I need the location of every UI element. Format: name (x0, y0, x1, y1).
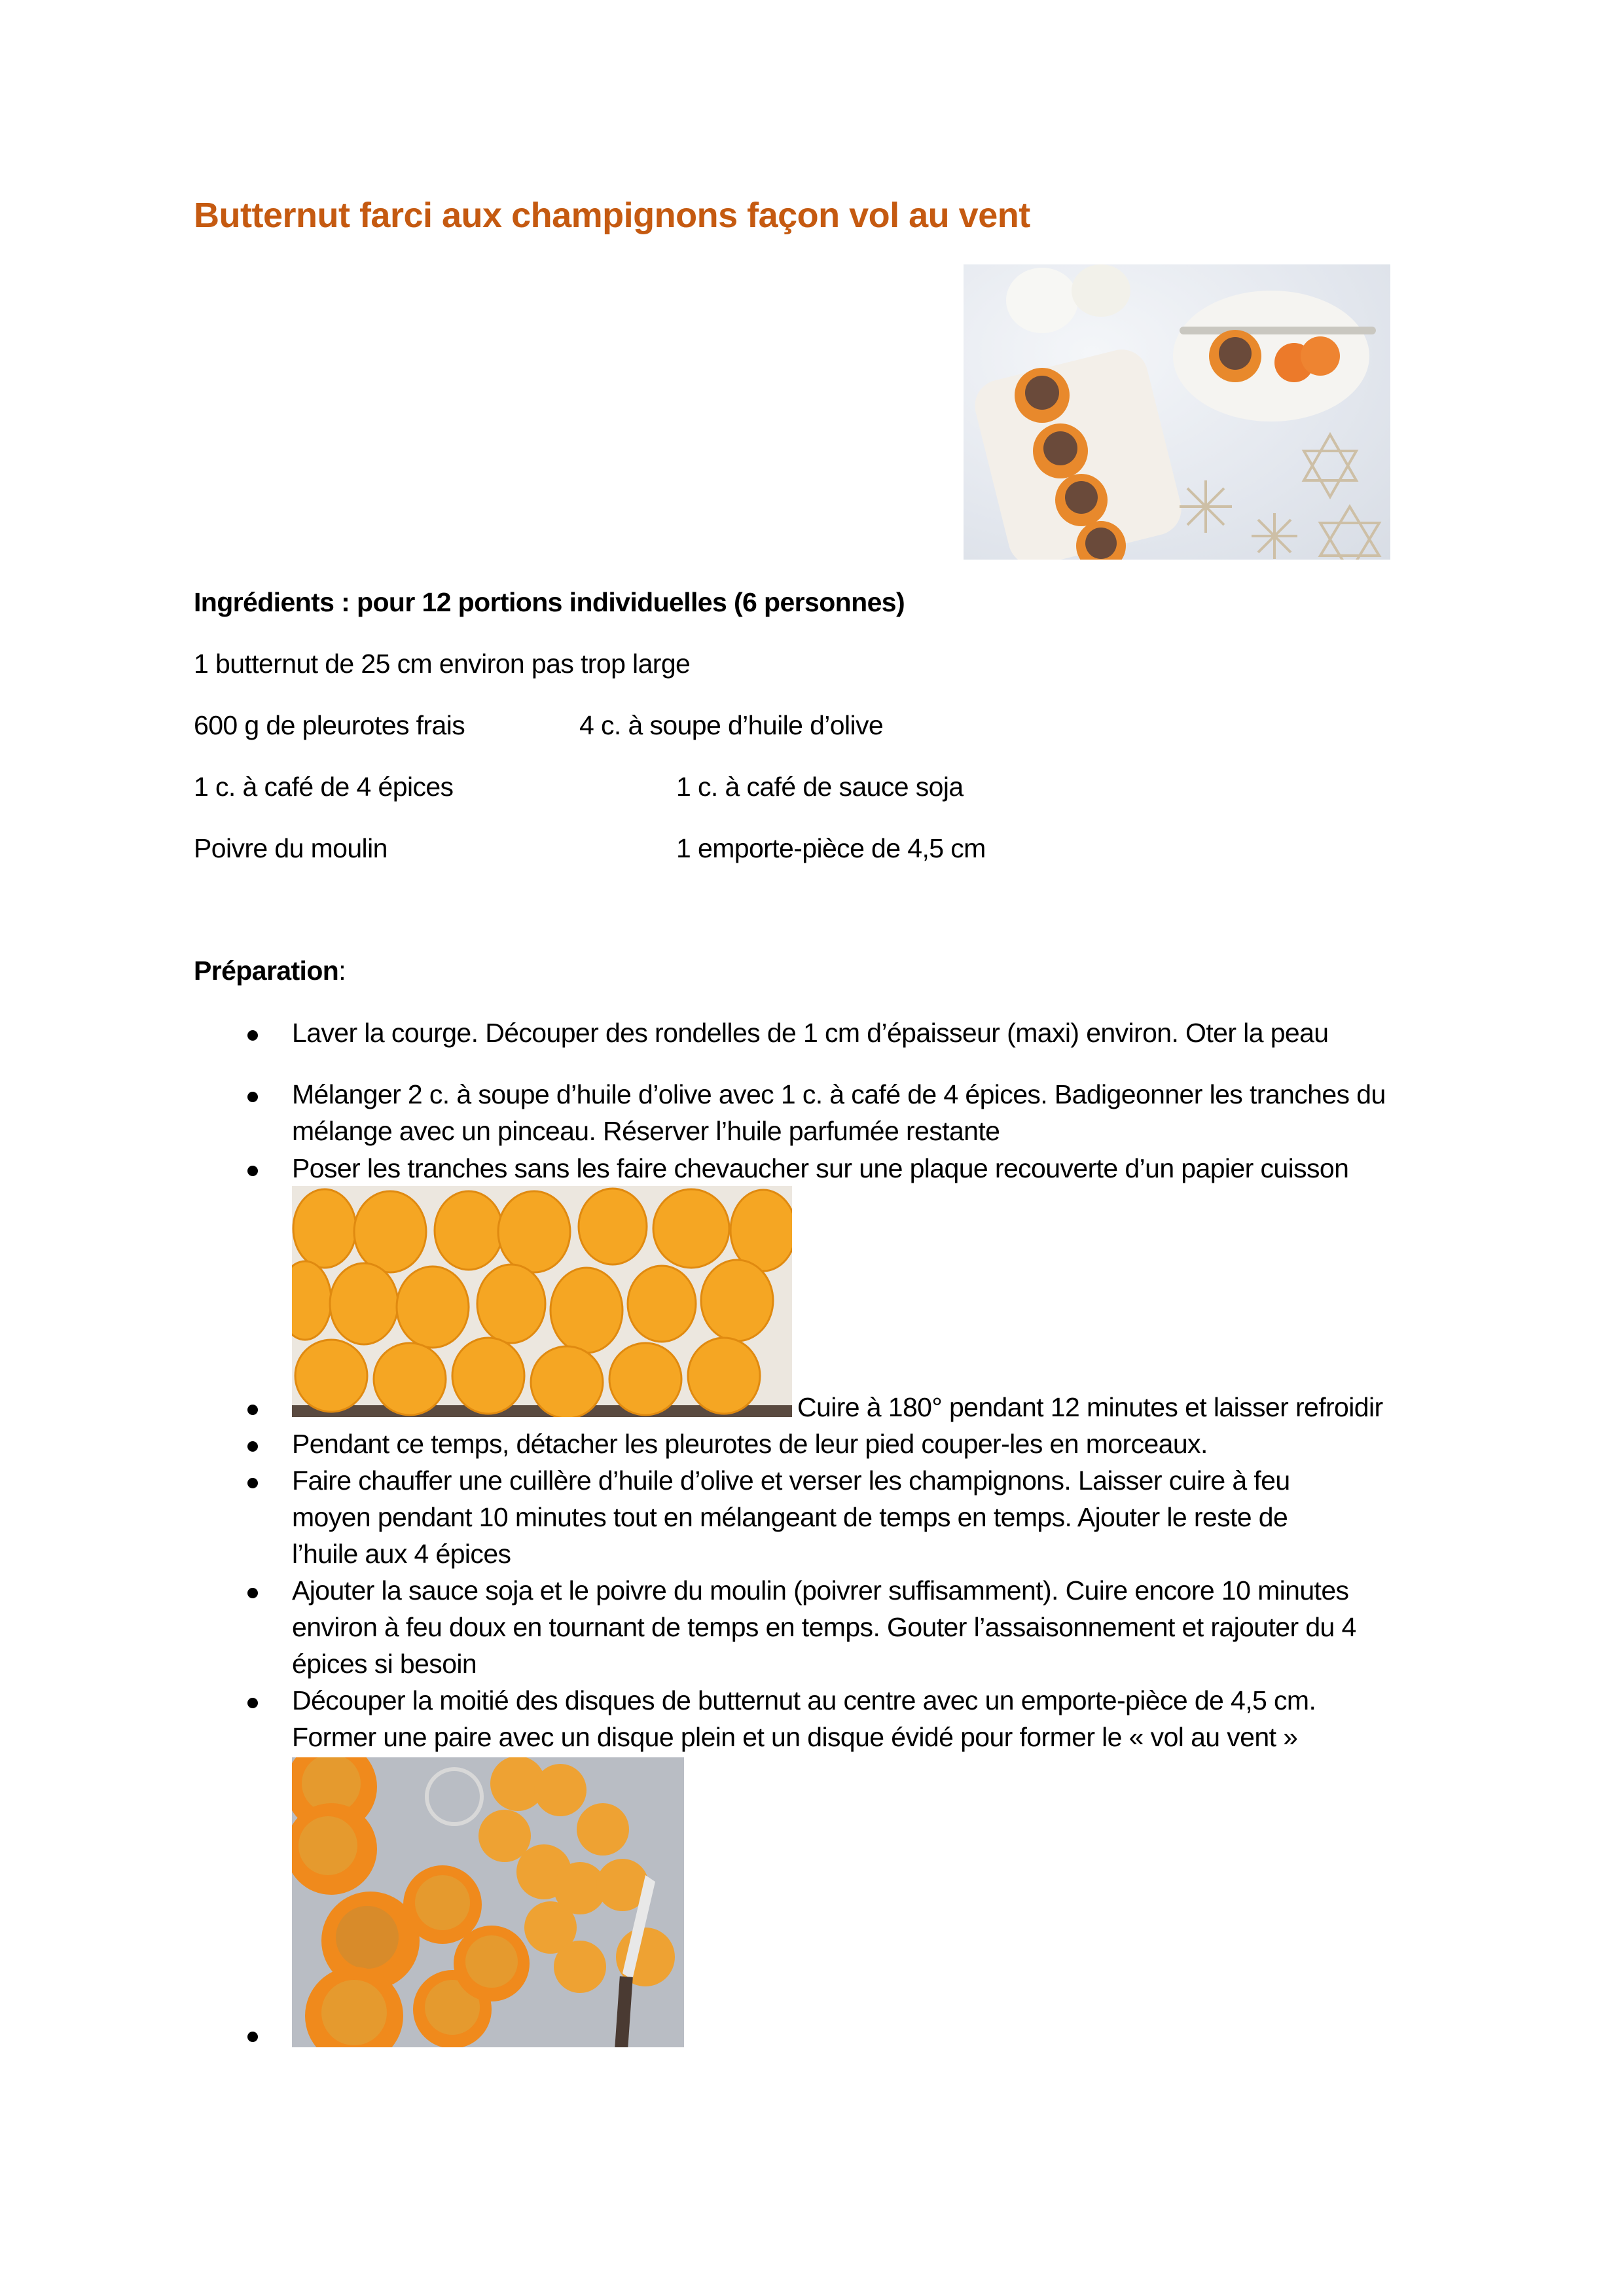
bullet-icon (247, 1588, 258, 1598)
step-line: environ à feu doux en tournant de temps en temps. Gouter l’assaisonnement et rajouter du 4 (292, 1612, 1356, 1642)
bullet-icon (247, 1166, 258, 1176)
ornament-ball (1006, 268, 1078, 333)
step-line: Découper la moitié des disques de butternut au centre avec un emporte-pièce de 4,5 cm. (292, 1685, 1316, 1715)
step-line: Pendant ce temps, détacher les pleurotes de leur pied couper-les en morceaux. (292, 1429, 1208, 1459)
ingredient-item: 1 c. à café de 4 épices (194, 772, 454, 802)
star-ornaments (1180, 435, 1379, 560)
preparation-header (194, 952, 346, 989)
step-line: Mélanger 2 c. à soupe d’huile d’olive avec 1 c. à café de 4 épices. Badigeonner les tranches du (292, 1079, 1386, 1109)
ingredient-item: 1 butternut de 25 cm environ pas trop large (194, 649, 691, 679)
preparation-label: Préparation (194, 956, 339, 986)
step-line: Ajouter la sauce soja et le poivre du moulin (poivrer suffisamment). Cuire encore 10 minutes (292, 1575, 1349, 1605)
step-line: épices si besoin (292, 1649, 477, 1679)
ingredient-item: 600 g de pleurotes frais (194, 710, 465, 740)
recipe-title: Butternut farci aux champignons façon vol au vent (194, 196, 1030, 235)
ingredient-item: Poivre du moulin (194, 833, 388, 863)
knife (1180, 327, 1376, 334)
step-line: Poser les tranches sans les faire chevaucher sur une plaque recouverte d’un papier cuisson (292, 1153, 1349, 1183)
step-line: moyen pendant 10 minutes tout en mélangeant de temps en temps. Ajouter le reste de (292, 1502, 1288, 1532)
baking-tray-illustration (292, 1186, 792, 1417)
ingredient-item: 1 c. à café de sauce soja (676, 772, 964, 802)
bullet-icon (247, 1441, 258, 1452)
bullet-icon (247, 1030, 258, 1041)
ingredient-item: 4 c. à soupe d’huile d’olive (579, 710, 884, 740)
cut-discs-illustration (292, 1757, 684, 2047)
baking-tray-slices-photo (292, 1186, 792, 1417)
ornament-ball (1072, 264, 1130, 317)
bullet-icon (247, 1478, 258, 1488)
plated-vol-au-vent-photo (964, 264, 1390, 560)
butternut-slices (292, 1189, 792, 1417)
ingredients-header: Ingrédients : pour 12 portions individuelles (6 personnes) (194, 587, 905, 617)
bullet-icon (247, 1092, 258, 1102)
preparation-colon: : (338, 956, 346, 986)
step-line: mélange avec un pinceau. Réserver l’huile parfumée restante (292, 1116, 1000, 1146)
plated-vol-au-vent-illustration (964, 264, 1390, 560)
step-line: Former une paire avec un disque plein et un disque évidé pour former le « vol au vent » (292, 1722, 1298, 1752)
step-line: Cuire à 180° pendant 12 minutes et laisser refroidir (797, 1392, 1383, 1422)
ingredient-item: 1 emporte-pièce de 4,5 cm (676, 833, 986, 863)
step-line: Faire chauffer une cuillère d’huile d’olive et verser les champignons. Laisser cuire à feu (292, 1465, 1290, 1496)
bullet-icon (247, 1698, 258, 1708)
bullet-icon (247, 2032, 258, 2042)
bullet-icon (247, 1405, 258, 1415)
step-line: l’huile aux 4 épices (292, 1539, 511, 1569)
step-line: Laver la courge. Découper des rondelles de 1 cm d’épaisseur (maxi) environ. Oter la peau (292, 1018, 1329, 1048)
cut-discs-photo (292, 1757, 684, 2047)
